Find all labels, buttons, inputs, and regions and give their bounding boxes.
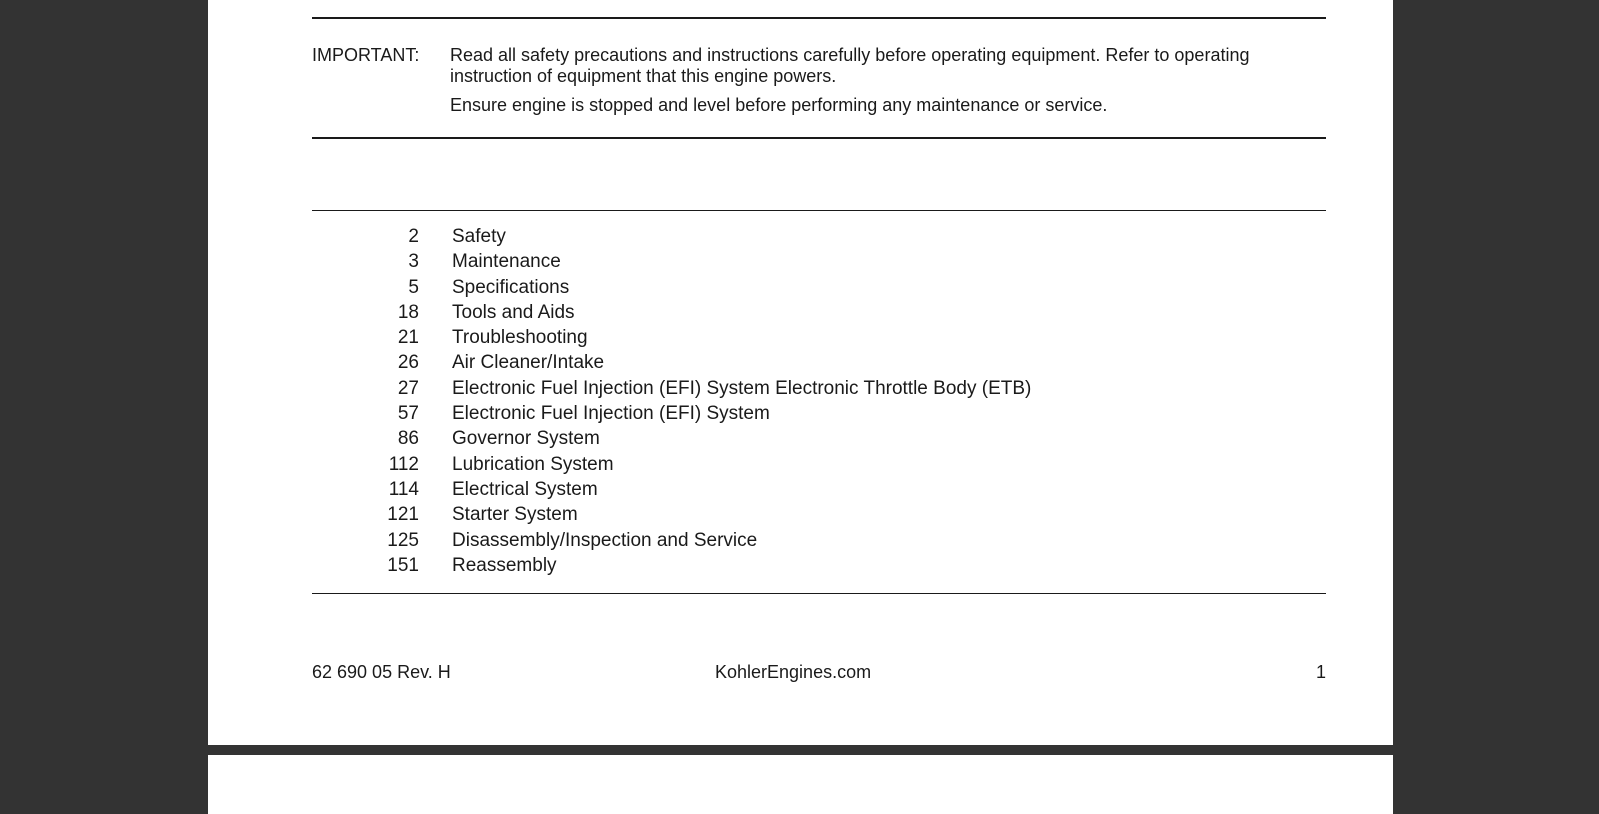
toc-entry[interactable]: [312, 224, 1326, 249]
toc-entry[interactable]: [312, 528, 1326, 553]
important-line-2: Ensure engine is stopped and level before performing any maintenance or service.: [450, 95, 1108, 115]
toc-entry[interactable]: [312, 300, 1326, 325]
toc-page-number: 21: [397, 327, 419, 349]
toc-entry[interactable]: [312, 502, 1326, 527]
toc-title: Starter System: [452, 504, 578, 526]
toc-entry[interactable]: [312, 325, 1326, 350]
toc-title: Safety: [452, 226, 506, 247]
toc-title: Electronic Fuel Injection (EFI) System: [452, 403, 770, 425]
toc-title: Specifications: [452, 276, 570, 298]
toc-title: Lubrication System: [452, 453, 614, 475]
toc-top-rule: [312, 210, 1326, 211]
toc-page-number: 86: [397, 428, 419, 450]
toc-page-number: 2: [408, 226, 419, 247]
toc-page-number: 27: [397, 377, 419, 399]
toc-entry[interactable]: [312, 477, 1326, 502]
toc-page-number: 151: [387, 554, 419, 576]
toc-entry[interactable]: [312, 401, 1326, 426]
toc-entry[interactable]: [312, 350, 1326, 375]
toc-title: Troubleshooting: [452, 327, 588, 349]
page-number: 1: [1315, 662, 1326, 682]
toc-page-number: 26: [397, 352, 419, 374]
toc-title: Electronic Fuel Injection (EFI) System Electronic Throttle Body (ETB): [452, 377, 1032, 399]
next-document-page: [208, 755, 1393, 814]
toc-title: Governor System: [452, 428, 600, 450]
toc-entry[interactable]: [312, 553, 1326, 578]
toc-bottom-rule: [312, 593, 1326, 594]
toc-title: Air Cleaner/Intake: [452, 352, 605, 374]
toc-page-number: 3: [408, 251, 419, 273]
website-link[interactable]: KohlerEngines.com: [715, 662, 872, 682]
document-page: [208, 0, 1393, 745]
toc-page-number: 121: [387, 504, 419, 526]
toc-page-number: 18: [397, 301, 419, 323]
important-line-1: Read all safety precautions and instructions carefully before operating equipment. Refer to operating instruction of equipment that this engine powers.: [450, 45, 1250, 86]
toc-page-number: 114: [388, 478, 419, 500]
toc-entry[interactable]: [312, 249, 1326, 274]
toc-title: Disassembly/Inspection and Service: [452, 529, 758, 551]
toc-page-number: 125: [387, 529, 419, 551]
toc-page-number: 5: [408, 276, 419, 298]
important-notice: [450, 45, 1326, 116]
important-bottom-rule: [312, 137, 1326, 139]
document-number: 62 690 05 Rev. H: [312, 662, 451, 682]
top-rule: [312, 17, 1326, 19]
toc-entry[interactable]: [312, 376, 1326, 401]
toc-title: Maintenance: [452, 251, 561, 273]
toc-page-number: 112: [388, 453, 419, 475]
toc-entry[interactable]: [312, 452, 1326, 477]
toc-entry[interactable]: [312, 426, 1326, 451]
toc-title: Electrical System: [452, 478, 598, 500]
important-label: IMPORTANT:: [312, 45, 420, 65]
toc-entry[interactable]: [312, 275, 1326, 300]
toc-title: Reassembly: [452, 554, 557, 576]
toc-page-number: 57: [397, 403, 419, 425]
table-of-contents: [312, 224, 1326, 578]
toc-title: Tools and Aids: [452, 301, 575, 323]
